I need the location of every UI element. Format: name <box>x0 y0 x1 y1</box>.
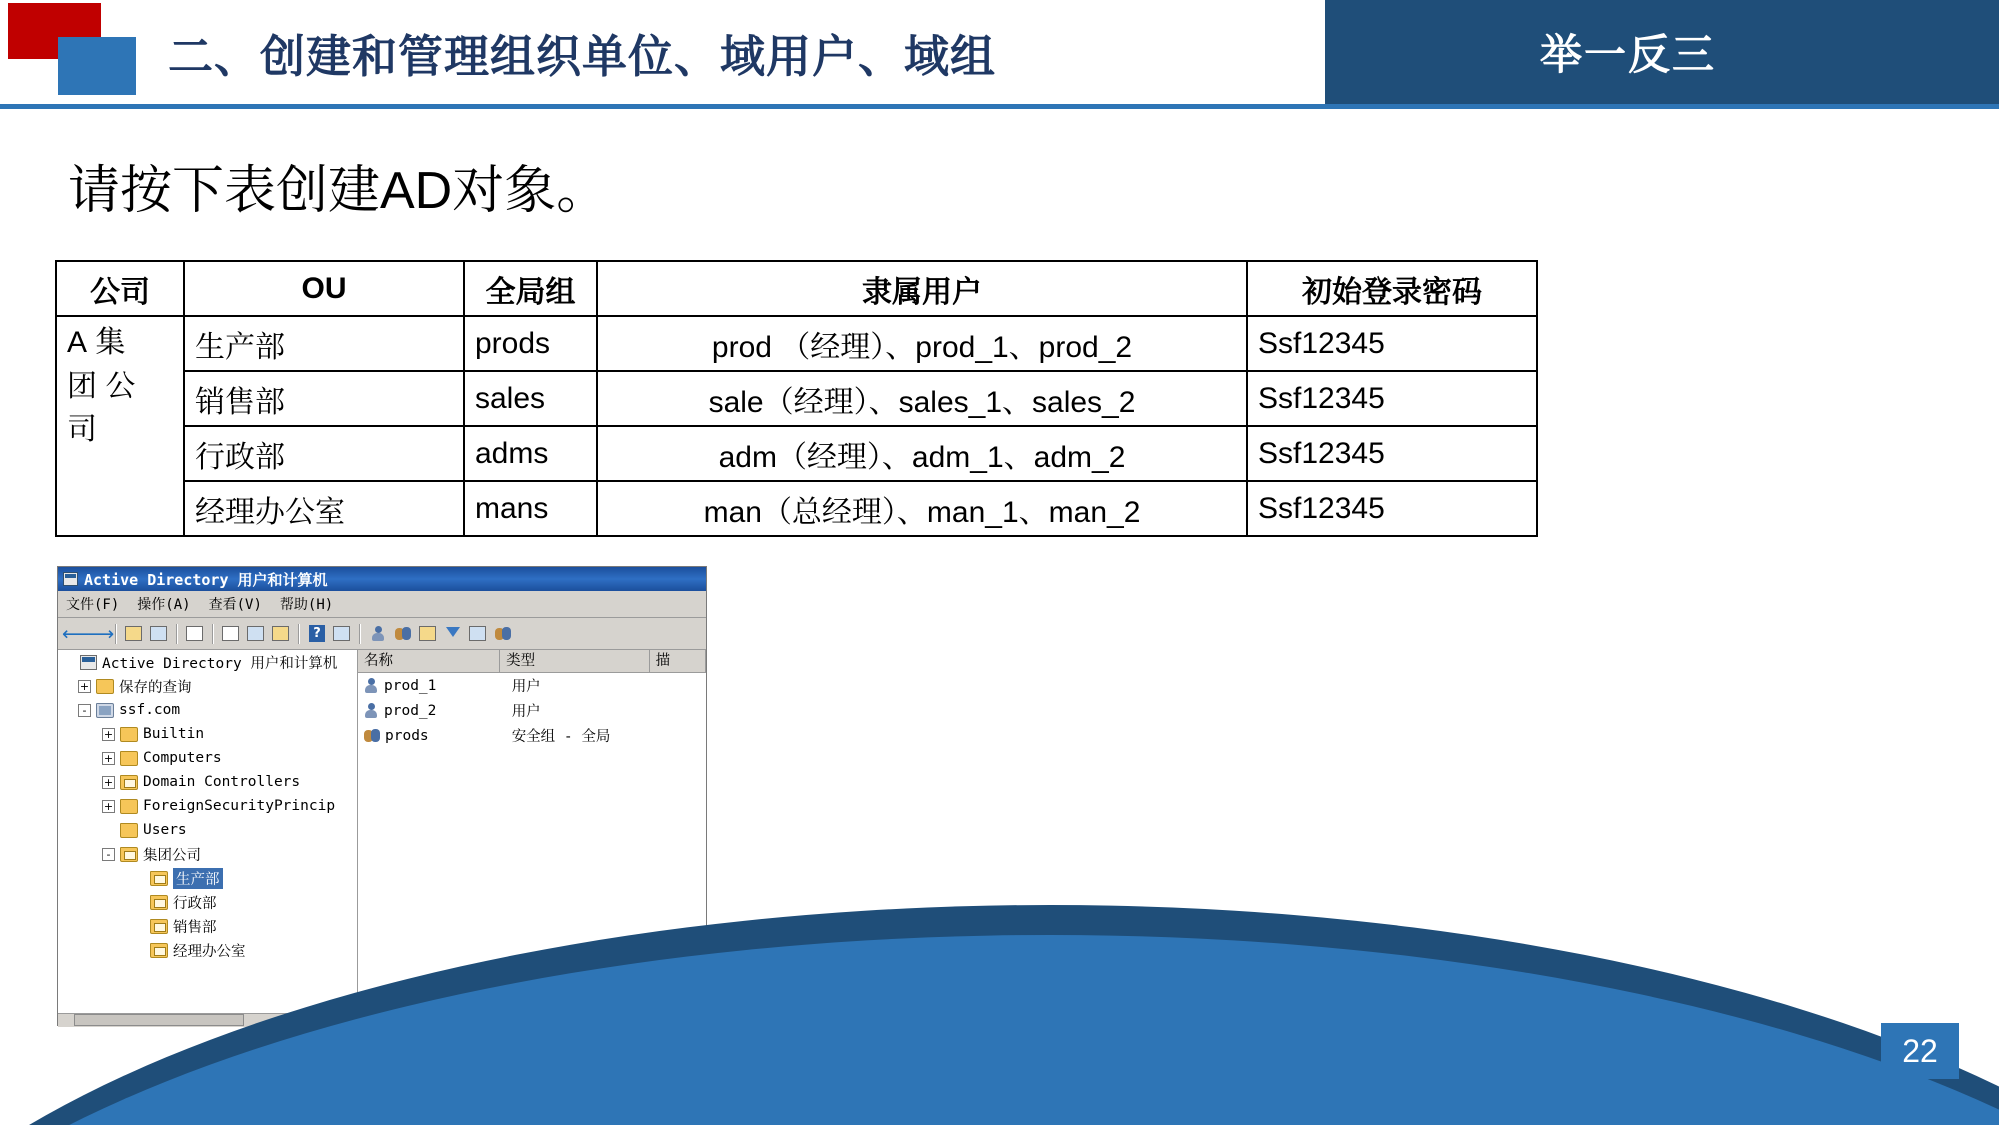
forward-icon[interactable]: ⟶ <box>87 622 115 645</box>
tree-item-label: ssf.com <box>119 702 181 718</box>
list-item-name: prod_1 <box>384 677 437 694</box>
tree-item-domain[interactable] <box>58 698 357 722</box>
th-ou: OU <box>184 261 464 316</box>
tree-item-group-company[interactable] <box>58 842 357 866</box>
tree-item-manager-office[interactable] <box>58 938 357 962</box>
column-header-description[interactable]: 描 <box>650 650 706 673</box>
table-row <box>56 426 1537 481</box>
list-item-type: 安全组 - 全局 <box>511 729 611 745</box>
header-blue-block <box>58 37 136 95</box>
list-item-name-cell <box>364 728 512 744</box>
list-item-name: prod_2 <box>384 702 437 719</box>
cell-users: adm（经理）、adm_1、adm_2 <box>597 426 1247 481</box>
folder-icon <box>120 751 138 766</box>
header-badge-title: 举一反三 <box>1540 31 1717 78</box>
list-item[interactable] <box>358 698 706 723</box>
instruction-text: 请按下表创建AD对象。 <box>68 162 609 220</box>
table-row <box>56 371 1537 426</box>
expander-icon[interactable]: - <box>78 704 91 717</box>
cell-password: Ssf12345 <box>1247 316 1537 371</box>
tree-item-builtin[interactable] <box>58 722 357 746</box>
back-icon[interactable]: ⟵ <box>62 622 90 645</box>
toolbar <box>58 618 706 650</box>
new-ou-icon[interactable] <box>417 623 439 645</box>
tree-item-domain-controllers[interactable] <box>58 770 357 794</box>
tree-item-label: Computers <box>143 750 222 766</box>
list-item[interactable] <box>358 723 706 748</box>
th-initial-password: 初始登录密码 <box>1247 261 1537 316</box>
tree-item-saved-queries[interactable] <box>58 674 357 698</box>
ou-icon <box>150 943 168 958</box>
table-row <box>56 481 1537 536</box>
cell-users: prod （经理）、prod_1、prod_2 <box>597 316 1247 371</box>
new-group-icon[interactable] <box>392 623 414 645</box>
show-hide-tree-icon[interactable] <box>148 623 170 645</box>
tree-item-label: 行政部 <box>173 895 217 912</box>
toolbar-separator <box>176 624 178 644</box>
folder-icon <box>120 727 138 742</box>
cell-group: prods <box>464 316 597 371</box>
list-item-type: 用户 <box>511 704 541 720</box>
toolbar-separator <box>115 624 117 644</box>
tree-item-computers[interactable] <box>58 746 357 770</box>
up-folder-icon[interactable] <box>123 623 145 645</box>
new-user-icon[interactable] <box>367 623 389 645</box>
refresh-icon[interactable] <box>245 623 267 645</box>
tree-item-label: 集团公司 <box>143 847 201 864</box>
window-titlebar <box>58 567 706 591</box>
expander-icon <box>132 896 145 909</box>
tree-item-foreign-security-principals[interactable] <box>58 794 357 818</box>
tree-item-label: Domain Controllers <box>143 774 301 790</box>
copy-icon[interactable] <box>220 623 242 645</box>
console-tree-icon[interactable] <box>331 623 353 645</box>
column-header-name[interactable]: 名称 <box>358 650 500 673</box>
tree-item-label: 销售部 <box>173 919 217 936</box>
header-underline <box>0 104 1999 109</box>
expander-icon[interactable]: + <box>79 679 90 693</box>
user-icon <box>364 678 378 694</box>
cell-ou: 生产部 <box>184 316 464 371</box>
scrollbar-thumb[interactable] <box>74 1014 244 1026</box>
filter-icon[interactable] <box>442 623 464 645</box>
ou-icon <box>120 775 138 790</box>
folder-icon <box>96 679 114 694</box>
cell-group: sales <box>464 371 597 426</box>
export-list-icon[interactable] <box>270 623 292 645</box>
add-members-icon[interactable] <box>492 623 514 645</box>
menu-action[interactable]: 操作(A) <box>137 597 191 613</box>
expander-icon[interactable]: + <box>103 751 114 765</box>
cell-company: A 集 团 公 司 <box>56 316 184 536</box>
page-number: 22 <box>1881 1023 1959 1079</box>
cell-ou: 销售部 <box>184 371 464 426</box>
cell-group: adms <box>464 426 597 481</box>
cell-password: Ssf12345 <box>1247 371 1537 426</box>
toolbar-separator <box>298 624 300 644</box>
expander-icon <box>102 824 115 837</box>
tree-item-label: 保存的查询 <box>119 679 192 696</box>
menu-file[interactable]: 文件(F) <box>66 597 120 613</box>
ou-icon <box>150 871 168 886</box>
tree-item-production-dept[interactable] <box>58 866 357 890</box>
ad-objects-table <box>55 260 1538 537</box>
table-row <box>56 316 1537 371</box>
ou-icon <box>120 847 138 862</box>
expander-icon <box>62 656 75 669</box>
tree-item-users[interactable] <box>58 818 357 842</box>
column-header-type[interactable]: 类型 <box>500 650 650 673</box>
table-header-row <box>56 261 1537 316</box>
user-icon <box>364 703 378 719</box>
list-item-name-cell <box>364 703 512 719</box>
expander-icon[interactable]: + <box>103 775 114 789</box>
tree-item-admin-dept[interactable] <box>58 890 357 914</box>
console-root-icon <box>80 655 97 670</box>
cell-ou: 经理办公室 <box>184 481 464 536</box>
list-item[interactable] <box>358 673 706 698</box>
expander-icon <box>132 944 145 957</box>
folder-icon <box>120 799 138 814</box>
tree-item-label: Builtin <box>143 726 205 742</box>
cell-users: sale（经理）、sales_1、sales_2 <box>597 371 1247 426</box>
cell-users: man（总经理）、man_1、man_2 <box>597 481 1247 536</box>
cell-password: Ssf12345 <box>1247 426 1537 481</box>
cell-group: mans <box>464 481 597 536</box>
cell-ou: 行政部 <box>184 426 464 481</box>
folder-icon <box>120 823 138 838</box>
ou-icon <box>150 919 168 934</box>
tree-item-label: 生产部 <box>173 868 223 889</box>
toolbar-separator <box>359 624 361 644</box>
list-item-name: prods <box>385 727 429 744</box>
page-title: 二、创建和管理组织单位、域用户、域组 <box>168 31 997 82</box>
tree-item-root[interactable] <box>58 650 357 674</box>
list-item-type: 用户 <box>511 679 541 695</box>
tree-item-label: Users <box>143 822 187 838</box>
expander-icon[interactable]: - <box>102 848 115 861</box>
tree-item-label: 经理办公室 <box>173 943 246 960</box>
console-tree-pane[interactable] <box>58 650 358 1027</box>
list-item-name-cell <box>364 678 512 694</box>
menu-view[interactable]: 查看(V) <box>208 597 262 613</box>
window-title-text: Active Directory 用户和计算机 <box>84 570 328 589</box>
find-icon[interactable] <box>467 623 489 645</box>
expander-icon <box>132 872 145 885</box>
cell-password: Ssf12345 <box>1247 481 1537 536</box>
expander-icon[interactable]: + <box>103 799 114 813</box>
tree-item-label: Active Directory 用户和计算机 <box>102 655 338 672</box>
tree-item-label: ForeignSecurityPrincip <box>143 798 336 814</box>
th-member-users: 隶属用户 <box>597 261 1247 316</box>
help-icon[interactable]: ? <box>306 623 328 645</box>
expander-icon[interactable]: + <box>103 727 114 741</box>
menubar <box>58 591 706 618</box>
expander-icon <box>132 920 145 933</box>
tree-item-sales-dept[interactable] <box>58 914 357 938</box>
ou-icon <box>150 895 168 910</box>
list-header-row <box>358 650 706 673</box>
menu-help[interactable]: 帮助(H) <box>279 597 334 613</box>
toolbar-separator <box>212 624 214 644</box>
th-global-group: 全局组 <box>464 261 597 316</box>
domain-icon <box>96 703 114 718</box>
properties-icon[interactable] <box>184 623 206 645</box>
app-icon <box>63 572 78 586</box>
group-icon <box>364 728 381 744</box>
th-company: 公司 <box>56 261 184 316</box>
